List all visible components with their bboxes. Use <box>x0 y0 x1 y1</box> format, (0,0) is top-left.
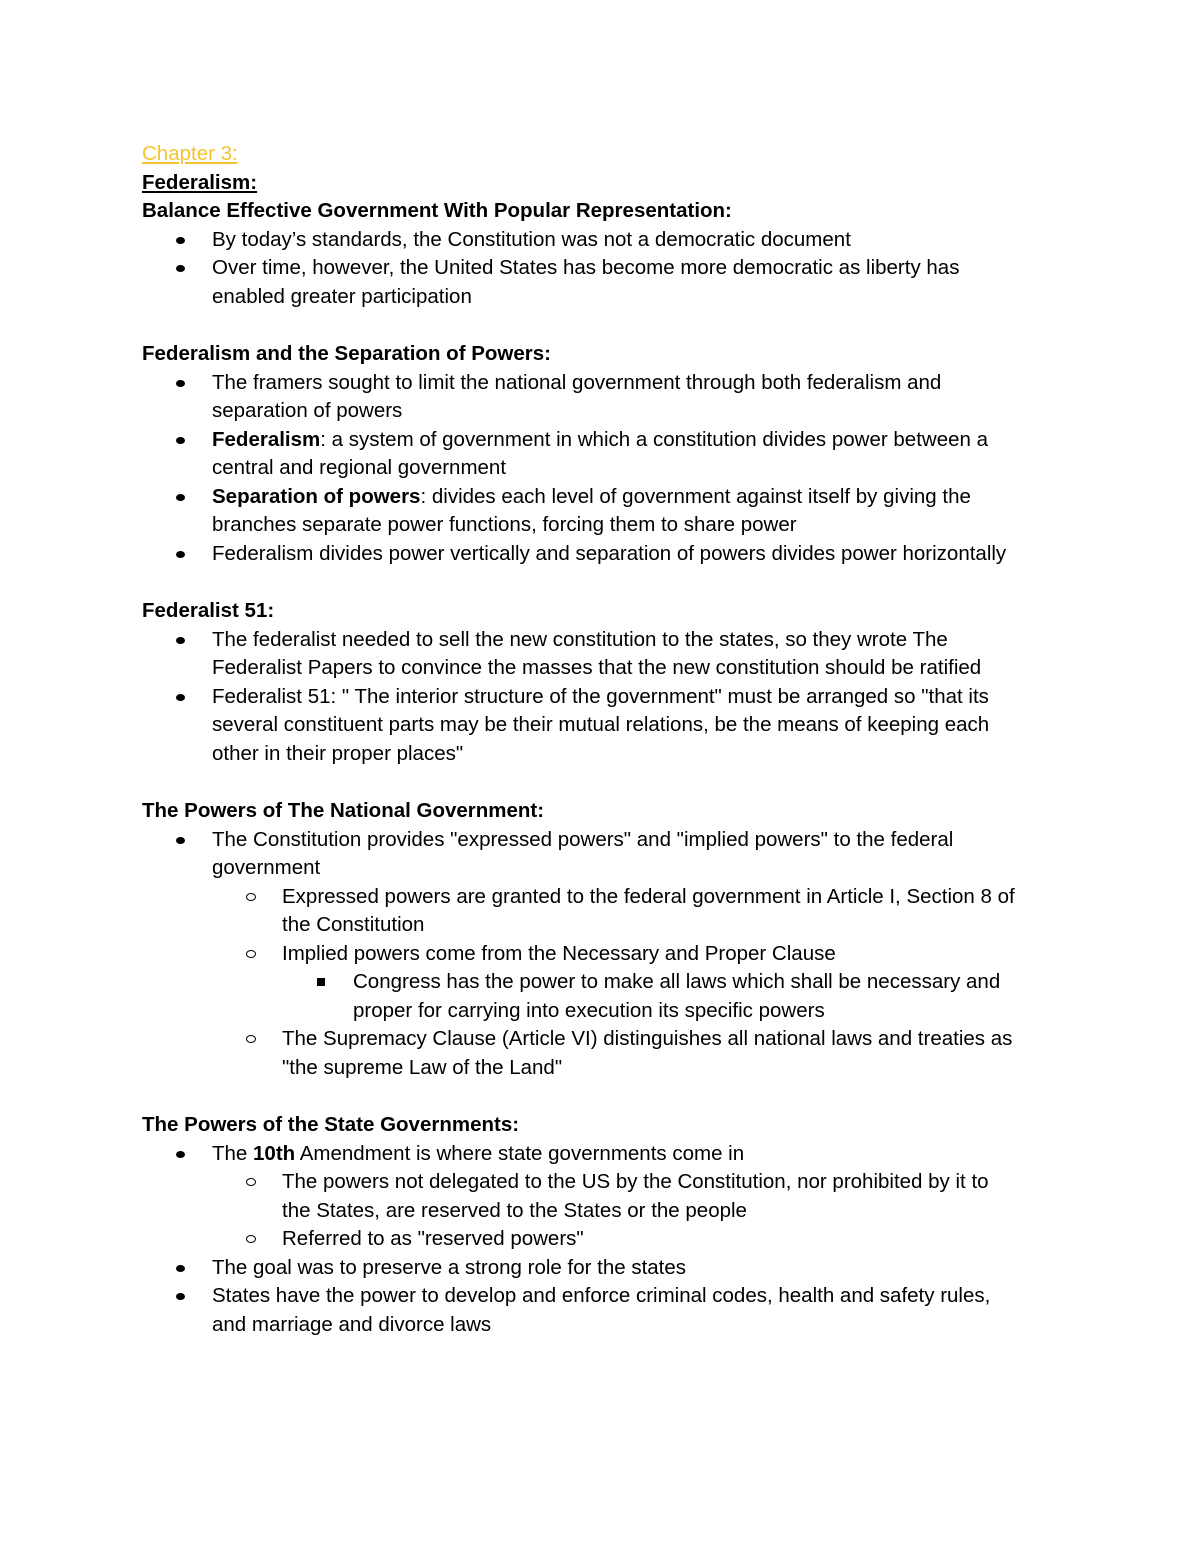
chapter-title: Chapter 3: <box>142 142 238 165</box>
topic-title: Federalism: <box>142 170 258 194</box>
list-item: The powers not delegated to the US by the Constitution, nor prohibited by it to the States, are reserved to the States or the people <box>142 1168 1072 1225</box>
bullet-dot-icon <box>176 1265 185 1272</box>
list-item: Referred to as "reserved powers" <box>142 1225 1072 1254</box>
list-item: Expressed powers are granted to the federal government in Article I, Section 8 of the Constitution <box>142 883 1072 940</box>
notes-content <box>142 140 1072 1339</box>
list-item: Over time, however, the United States has become more democratic as liberty has enabled greater participation <box>142 254 1072 311</box>
bullet-circle-icon <box>246 1235 256 1243</box>
bullet-list <box>142 1140 1072 1340</box>
bullet-dot-icon <box>176 837 185 844</box>
bullet-circle-icon <box>246 950 256 958</box>
list-item: Implied powers come from the Necessary and Proper Clause <box>142 940 1072 969</box>
list-item: Federalism: a system of government in which a constitution divides power between a central and regional government <box>142 426 1072 483</box>
bullet-dot-icon <box>176 265 185 272</box>
term-separation-of-powers: Separation of powers <box>212 484 421 508</box>
bullet-circle-icon <box>246 1035 256 1043</box>
list-item: Federalist 51: " The interior structure of the government" must be arranged so "that its several constituent parts may be their mutual relations, be the means of keeping each other in their proper places" <box>142 683 1072 769</box>
section-heading: The Powers of the State Governments: <box>142 1113 520 1136</box>
list-item: Federalism divides power vertically and separation of powers divides power horizontally <box>142 540 1072 569</box>
list-item: The Supremacy Clause (Article VI) distinguishes all national laws and treaties as "the supreme Law of the Land" <box>142 1025 1072 1082</box>
section-heading: Balance Effective Government With Popular Representation: <box>142 199 732 222</box>
bullet-circle-icon <box>246 1178 256 1186</box>
section-heading: The Powers of The National Government: <box>142 799 545 822</box>
bullet-dot-icon <box>176 694 185 701</box>
bullet-dot-icon <box>176 1293 185 1300</box>
bullet-list <box>142 826 1072 1083</box>
bullet-list <box>142 226 1072 312</box>
list-item: The framers sought to limit the national government through both federalism and separation of powers <box>142 369 1072 426</box>
bullet-square-icon <box>317 978 325 986</box>
bullet-dot-icon <box>176 237 185 244</box>
section-heading: Federalism and the Separation of Powers: <box>142 342 551 365</box>
term-10th: 10th <box>253 1141 296 1165</box>
list-item: The goal was to preserve a strong role for the states <box>142 1254 1072 1283</box>
list-item: The Constitution provides "expressed powers" and "implied powers" to the federal government <box>142 826 1072 883</box>
section-heading: Federalist 51: <box>142 599 275 622</box>
bullet-dot-icon <box>176 637 185 644</box>
list-item: The 10th Amendment is where state governments come in <box>142 1140 1072 1169</box>
bullet-list <box>142 626 1072 769</box>
list-item: By today’s standards, the Constitution was not a democratic document <box>142 226 1072 255</box>
bullet-dot-icon <box>176 1151 185 1158</box>
list-item: Congress has the power to make all laws which shall be necessary and proper for carrying into execution its specific powers <box>142 968 1072 1025</box>
bullet-list <box>142 369 1072 569</box>
list-item: Separation of powers: divides each level of government against itself by giving the branches separate power functions, forcing them to share power <box>142 483 1072 540</box>
bullet-dot-icon <box>176 380 185 387</box>
bullet-dot-icon <box>176 494 185 501</box>
bullet-dot-icon <box>176 551 185 558</box>
term-federalism: Federalism <box>212 427 321 451</box>
bullet-dot-icon <box>176 437 185 444</box>
bullet-circle-icon <box>246 893 256 901</box>
list-item: The federalist needed to sell the new constitution to the states, so they wrote The Federalist Papers to convince the masses that the new constitution should be ratified <box>142 626 1072 683</box>
list-item: States have the power to develop and enforce criminal codes, health and safety rules, and marriage and divorce laws <box>142 1282 1072 1339</box>
